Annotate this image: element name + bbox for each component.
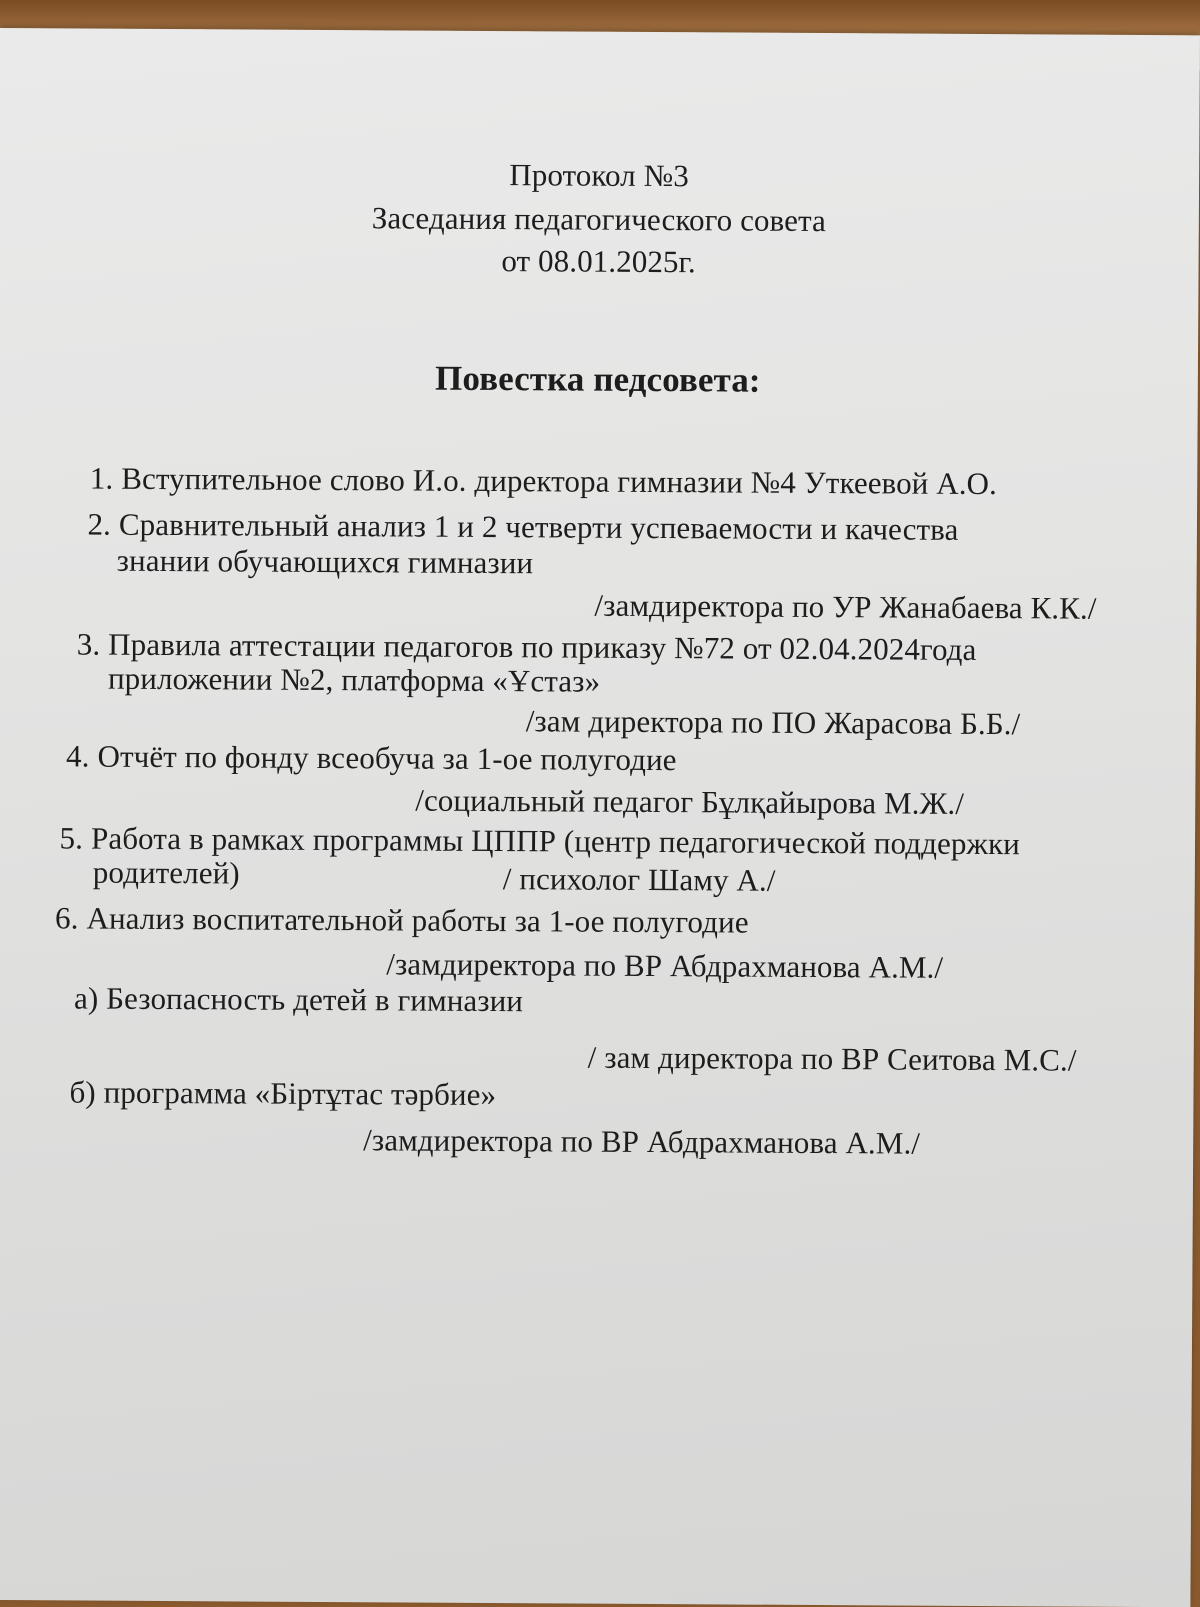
agenda-item-number: 2. — [87, 506, 112, 542]
agenda-item-6 — [40, 900, 748, 940]
agenda-subitem-a-speaker: / зам директора по ВР Сеитова М.С./ — [587, 1039, 1077, 1078]
protocol-number: Протокол №3 — [509, 157, 690, 194]
agenda-item-6-speaker: /замдиректора по ВР Абдрахманова А.М./ — [386, 946, 944, 985]
document-page — [0, 28, 1200, 1607]
meeting-title: Заседания педагогического совета — [371, 200, 827, 239]
agenda-item-3-speaker: /зам директора по ПО Жарасова Б.Б./ — [525, 703, 1021, 742]
agenda-item-2 — [73, 506, 959, 547]
agenda-item-5-continued: родителей) — [92, 854, 240, 891]
agenda-item-2-speaker: /замдиректора по УР Жанабаева К.К./ — [594, 587, 1097, 626]
agenda-item-3-continued: приложении №2, платформа «Ұстаз» — [107, 660, 601, 699]
agenda-subitem-b: б) программа «Біртұтас тәрбие» — [69, 1074, 497, 1113]
agenda-item-number: 6. — [55, 900, 79, 936]
agenda-item-text: Отчёт по фонду всеобуча за 1-ое полугодие — [97, 738, 677, 778]
agenda-item-text: Работа в рамках программы ЦППР (центр педагогической поддержки — [90, 820, 1020, 862]
agenda-item-text: Сравнительный анализ 1 и 2 четверти успеваемости и качества — [118, 506, 959, 547]
agenda-item-4-speaker: /социальный педагог Бұлқайырова М.Ж./ — [415, 782, 965, 821]
agenda-subitem-b-speaker: /замдиректора по ВР Абдрахманова А.М./ — [363, 1122, 921, 1161]
agenda-item-text: Правила аттестации педагогов по приказу №72 от 02.04.2024года — [108, 626, 977, 667]
agenda-item-text: Вступительное слово И.о. директора гимназии №4 Уткеевой А.О. — [121, 460, 998, 502]
meeting-date: от 08.01.2025г. — [501, 243, 696, 280]
agenda-item-number: 1. — [89, 460, 114, 496]
agenda-item-2-continued: знании обучающихся гимназии — [116, 542, 534, 581]
agenda-item-number: 5. — [59, 820, 84, 856]
agenda-item-number: 3. — [76, 626, 101, 662]
agenda-item-text: Анализ воспитательной работы за 1-ое полугодие — [86, 900, 749, 940]
agenda-item-number: 4. — [65, 738, 90, 774]
agenda-subitem-a: а) Безопасность детей в гимназии — [73, 980, 524, 1019]
agenda-item-1 — [75, 460, 997, 502]
agenda-item-5-speaker: / психолог Шаму А./ — [502, 861, 776, 898]
agenda-item-4 — [51, 738, 676, 778]
agenda-heading: Повестка педсовета: — [434, 358, 761, 400]
